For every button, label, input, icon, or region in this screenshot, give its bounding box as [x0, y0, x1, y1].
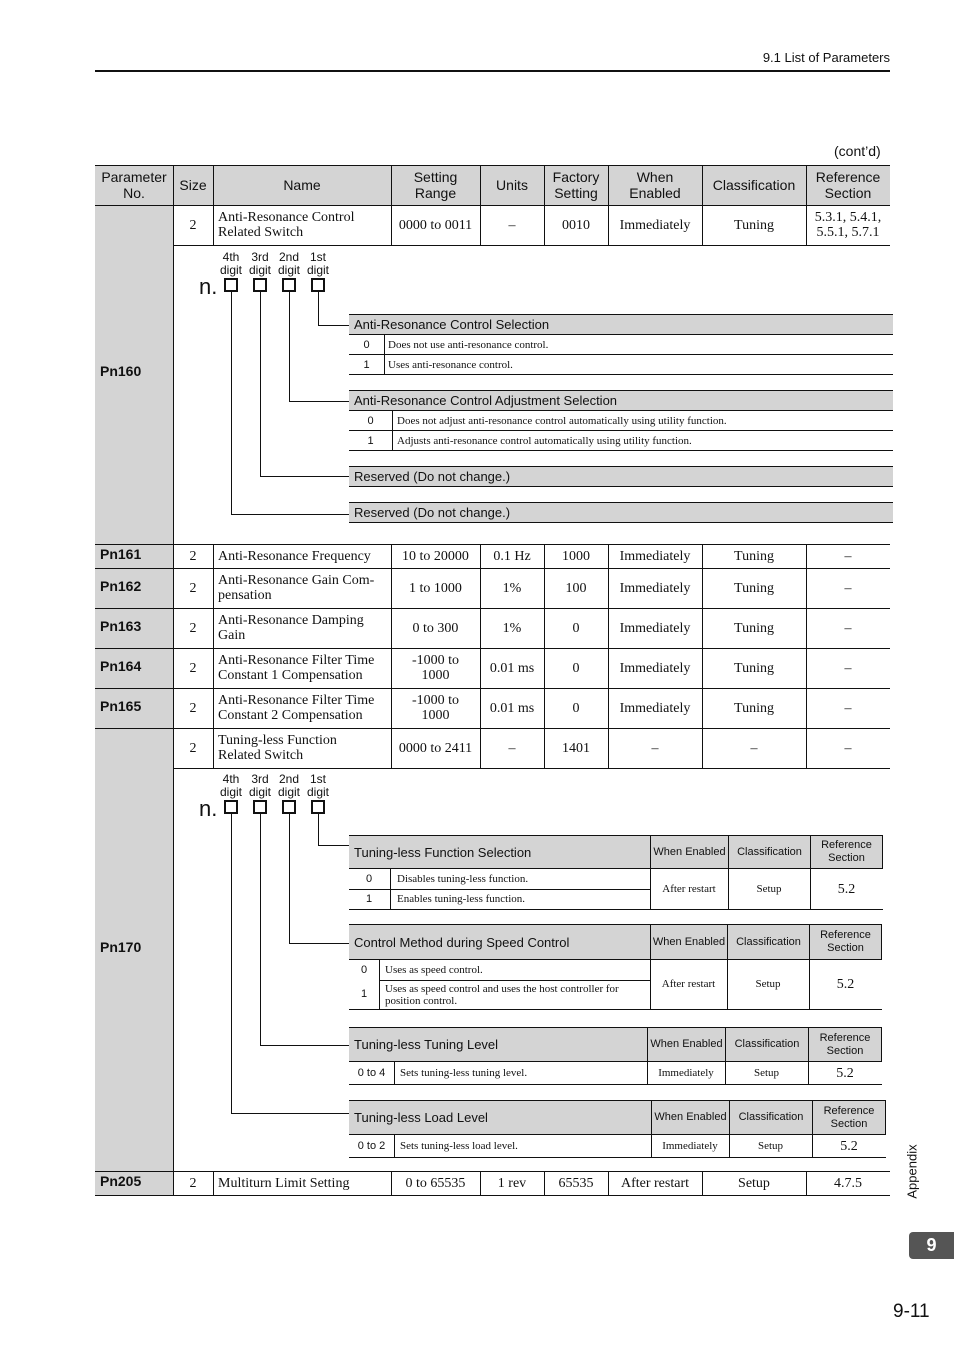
- option-value: 1: [363, 358, 370, 371]
- header-reference-section: Reference Section: [806, 165, 890, 205]
- sub-header-ref: Reference Section: [810, 835, 883, 869]
- units-cell: –: [508, 217, 516, 233]
- factory-cell: 0: [572, 660, 580, 676]
- digit-label: 1st digit: [306, 250, 329, 277]
- factory-cell: 100: [565, 580, 587, 596]
- n-prefix: n.: [199, 796, 218, 821]
- digit-box: [282, 800, 296, 814]
- digit-box: [253, 278, 267, 292]
- class-cell: –: [750, 740, 758, 756]
- digit-box: [282, 278, 296, 292]
- sub-header-ref: Reference Section: [809, 924, 882, 960]
- factory-cell: 0: [572, 620, 580, 636]
- param-no: Pn205: [100, 1173, 142, 1189]
- option-value: 0 to 2: [357, 1140, 386, 1152]
- digit1-title: Anti-Resonance Control Selection: [349, 314, 893, 335]
- option-text: Uses as speed control.: [385, 964, 483, 976]
- size-cell: 2: [189, 660, 197, 676]
- class-cell: Tuning: [734, 700, 774, 716]
- sub-header-class: Classification: [729, 1100, 812, 1135]
- param-no: Pn162: [100, 578, 142, 594]
- option-text: Uses anti-resonance control.: [388, 358, 513, 371]
- range-cell: -1000 to 1000: [411, 693, 460, 723]
- option-value: 0: [367, 414, 374, 427]
- sub-header-when: When Enabled: [647, 1027, 725, 1062]
- param-no: Pn170: [100, 939, 142, 955]
- control-method-title: Control Method during Speed Control: [349, 924, 650, 960]
- digit-box: [224, 800, 238, 814]
- digit4-title: Reserved (Do not change.): [349, 502, 893, 523]
- param-no: Pn165: [100, 698, 142, 714]
- name-cell: Anti-Resonance Control Related Switch: [218, 210, 355, 240]
- when-cell: Immediately: [619, 620, 691, 636]
- contd-label: (cont’d): [834, 143, 881, 159]
- ref-cell: –: [844, 700, 852, 716]
- header-name: Name: [213, 165, 391, 205]
- header-units: Units: [480, 165, 544, 205]
- option-text: Uses as speed control and uses the host controller for position control.: [385, 983, 619, 1007]
- option-text: Does not adjust anti-resonance control automatically using utility function.: [397, 414, 727, 427]
- header-factory-setting: Factory Setting: [544, 165, 608, 205]
- digit-box: [224, 278, 238, 292]
- param-no: Pn161: [100, 546, 142, 562]
- option-value: 1: [367, 434, 374, 447]
- digit2-title: Anti-Resonance Control Adjustment Selection: [349, 390, 893, 411]
- when-cell: Immediately: [619, 660, 691, 676]
- sub-class: Setup: [753, 1066, 780, 1079]
- n-prefix: n.: [199, 274, 218, 299]
- digit-box: [311, 278, 325, 292]
- header-rule: [95, 70, 890, 72]
- class-cell: Tuning: [734, 580, 774, 596]
- option-value: 0: [360, 964, 368, 976]
- header-parameter-no: Parameter No.: [95, 165, 173, 205]
- header-classification: Classification: [702, 165, 806, 205]
- digit-box: [311, 800, 325, 814]
- size-cell: 2: [189, 740, 197, 756]
- units-cell: 0.01 ms: [489, 700, 535, 716]
- digit-label: 3rd digit: [248, 250, 271, 277]
- option-value: 1: [365, 893, 373, 905]
- option-text: Does not use anti-resonance control.: [388, 338, 549, 351]
- digit-label: 1st digit: [306, 772, 329, 799]
- ref-cell: –: [844, 620, 852, 636]
- param-no: Pn164: [100, 658, 142, 674]
- ref-cell: –: [844, 548, 852, 564]
- class-cell: Setup: [738, 1175, 770, 1191]
- range-cell: 0 to 65535: [405, 1175, 466, 1191]
- class-cell: Tuning: [734, 217, 774, 233]
- factory-cell: 0010: [562, 217, 590, 233]
- option-value: 0: [365, 873, 373, 885]
- name-cell: Anti-Resonance Gain Com- pensation: [218, 573, 375, 603]
- header-size: Size: [173, 165, 213, 205]
- sub-header-class: Classification: [725, 1027, 808, 1062]
- digit-label: 4th digit: [219, 772, 242, 799]
- name-cell: Anti-Resonance Filter Time Constant 2 Compensation: [218, 693, 375, 723]
- option-value: 0 to 4: [357, 1067, 386, 1079]
- units-cell: 0.1 Hz: [493, 548, 531, 564]
- sub-header-ref: Reference Section: [808, 1027, 882, 1062]
- digit-label: 4th digit: [219, 250, 242, 277]
- option-text: Disables tuning-less function.: [397, 873, 529, 885]
- when-cell: Immediately: [619, 548, 691, 564]
- digit-label: 2nd digit: [277, 250, 300, 277]
- sub-when: Immediately: [658, 1066, 714, 1079]
- size-cell: 2: [189, 700, 197, 716]
- sub-class: Setup: [757, 1139, 784, 1152]
- option-value: 1: [360, 988, 368, 1000]
- option-text: Sets tuning-less load level.: [400, 1140, 518, 1152]
- digit-label: 3rd digit: [248, 772, 271, 799]
- units-cell: –: [508, 740, 516, 756]
- option-value: 0: [363, 338, 370, 351]
- sub-header-class: Classification: [727, 924, 809, 960]
- range-cell: -1000 to 1000: [411, 653, 460, 683]
- units-cell: 1 rev: [497, 1175, 527, 1191]
- load-level-title: Tuning-less Load Level: [349, 1100, 651, 1135]
- factory-cell: 1401: [562, 740, 590, 756]
- when-cell: –: [651, 740, 659, 756]
- when-cell: Immediately: [619, 217, 691, 233]
- units-cell: 0.01 ms: [489, 660, 535, 676]
- class-cell: Tuning: [734, 660, 774, 676]
- ref-cell: 4.7.5: [834, 1175, 862, 1191]
- sub-header-when: When Enabled: [650, 924, 727, 960]
- units-cell: 1%: [502, 580, 522, 596]
- name-cell: Anti-Resonance Filter Time Constant 1 Compensation: [218, 653, 375, 683]
- sub-ref: 5.2: [840, 1138, 858, 1154]
- sub-ref: 5.2: [836, 1065, 854, 1081]
- size-cell: 2: [189, 1175, 197, 1191]
- when-cell: Immediately: [619, 700, 691, 716]
- option-text: Enables tuning-less function.: [397, 893, 526, 905]
- factory-cell: 1000: [562, 548, 590, 564]
- class-cell: Tuning: [734, 620, 774, 636]
- ref-cell: –: [844, 740, 852, 756]
- range-cell: 1 to 1000: [409, 580, 462, 596]
- sub-header-when: When Enabled: [651, 1100, 729, 1135]
- sub-ref: 5.2: [837, 881, 856, 897]
- when-cell: Immediately: [619, 580, 691, 596]
- size-cell: 2: [189, 580, 197, 596]
- header-setting-range: Setting Range: [391, 165, 480, 205]
- name-cell: Anti-Resonance Frequency: [218, 548, 371, 564]
- name-cell: Multiturn Limit Setting: [218, 1175, 350, 1191]
- when-cell: After restart: [620, 1175, 690, 1191]
- sub-header-class: Classification: [728, 835, 810, 869]
- sub-header-ref: Reference Section: [812, 1100, 886, 1135]
- sub-when: After restart: [661, 978, 716, 990]
- sub-when: After restart: [662, 882, 716, 895]
- ref-cell: –: [844, 580, 852, 596]
- range-cell: 0000 to 2411: [398, 740, 473, 756]
- sub-header-when: When Enabled: [650, 835, 728, 869]
- sub-class: Setup: [756, 882, 782, 895]
- sub-ref: 5.2: [836, 977, 855, 992]
- factory-cell: 0: [572, 700, 580, 716]
- appendix-tab-label: Appendix: [904, 1144, 920, 1199]
- ref-cell: 5.3.1, 5.4.1, 5.5.1, 5.7.1: [814, 210, 882, 240]
- name-cell: Anti-Resonance Damping Gain: [218, 613, 364, 643]
- range-cell: 0000 to 0011: [398, 217, 473, 233]
- option-text: Sets tuning-less tuning level.: [400, 1067, 528, 1079]
- option-text: Adjusts anti-resonance control automatically using utility function.: [397, 434, 692, 447]
- tuning-level-title: Tuning-less Tuning Level: [349, 1027, 647, 1062]
- range-cell: 0 to 300: [412, 620, 459, 636]
- name-cell: Tuning-less Function Related Switch: [218, 733, 337, 763]
- range-cell: 10 to 20000: [402, 548, 469, 564]
- factory-cell: 65535: [558, 1175, 594, 1191]
- page-number: 9-11: [893, 1301, 930, 1322]
- digit3-title: Reserved (Do not change.): [349, 466, 893, 487]
- header-when-enabled: When Enabled: [608, 165, 702, 205]
- ref-cell: –: [844, 660, 852, 676]
- size-cell: 2: [189, 548, 197, 564]
- sub-class: Setup: [755, 978, 781, 990]
- size-cell: 2: [189, 620, 197, 636]
- param-no: Pn160: [100, 363, 142, 379]
- digit-box: [253, 800, 267, 814]
- chapter-tab: 9: [909, 1232, 954, 1259]
- sub-when: Immediately: [662, 1139, 718, 1152]
- tuningless-selection-title: Tuning-less Function Selection: [349, 835, 650, 869]
- size-cell: 2: [189, 217, 197, 233]
- units-cell: 1%: [502, 620, 522, 636]
- digit-label: 2nd digit: [277, 772, 300, 799]
- param-no: Pn163: [100, 618, 142, 634]
- running-header: 9.1 List of Parameters: [762, 50, 890, 65]
- class-cell: Tuning: [734, 548, 774, 564]
